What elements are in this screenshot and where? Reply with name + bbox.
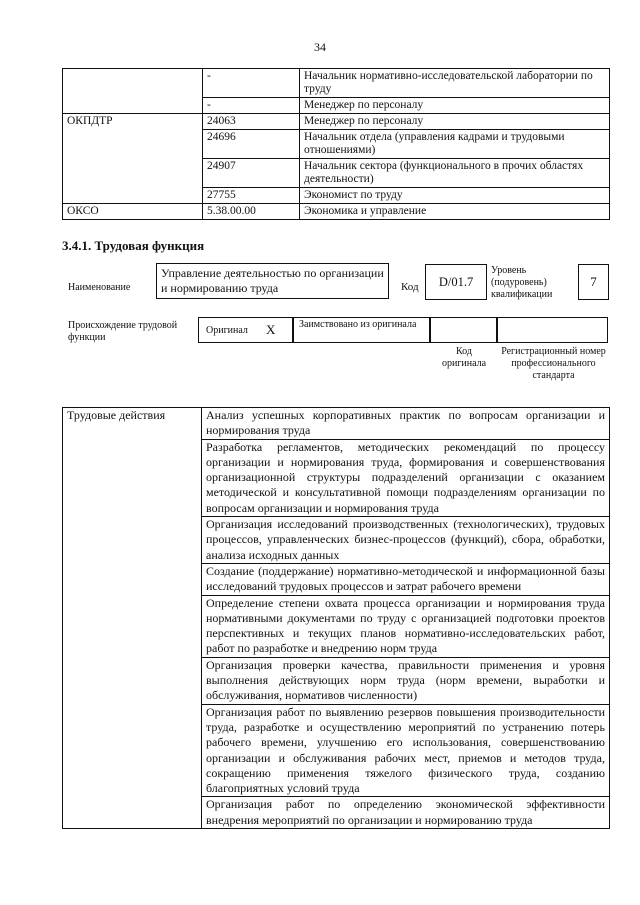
origin-divider (496, 317, 498, 343)
labor-actions-table (62, 407, 610, 829)
level-box (578, 264, 609, 300)
title-cell: Экономист по труду (300, 188, 610, 204)
code-label: Код (401, 281, 419, 293)
page-number: 34 (314, 40, 326, 54)
title-cell: Экономика и управление (300, 204, 610, 220)
code-value: D/01.7 (438, 274, 474, 289)
table-row (63, 204, 610, 220)
classifier-cell (63, 69, 203, 114)
table-row (63, 114, 610, 130)
borrowed-label: Заимствовано из оригинала (299, 319, 417, 330)
labor-action-item: Анализ успешных корпоративных практик по вопросам организации и нормирования труда (202, 408, 610, 440)
table-row (63, 69, 610, 98)
origin-divider (429, 317, 431, 343)
code-cell: - (203, 98, 300, 114)
section-title: 3.4.1. Трудовая функция (62, 238, 205, 253)
level-label: Уровень (подуровень) квалификации (491, 265, 553, 300)
labor-actions-label: Трудовые действия (63, 408, 202, 829)
code-cell: - (203, 69, 300, 98)
classifier-cell: ОКПДТР (63, 114, 203, 204)
reg-number-caption: Регистрационный номер профессионального стандарта (501, 346, 606, 381)
original-label: Оригинал (206, 325, 248, 336)
code-box (425, 264, 487, 300)
code-original-caption: Код оригинала (441, 346, 487, 369)
labor-action-item: Организация работ по выявлению резервов повышения производительности труда, разработке и осуществлению мероприятий по устранению потерь рабочего времени, улучшению его использования, совершенствованию организации и обслуживания рабочих мест, приемов и методов труда, сокращению применения тяжелого физического труда, созданию благоприятных условий труда (202, 704, 610, 797)
code-cell: 24063 (203, 114, 300, 130)
function-name-value: Управление деятельностью по организации и нормированию труда (161, 266, 384, 295)
title-cell: Менеджер по персоналу (300, 114, 610, 130)
code-cell: 27755 (203, 188, 300, 204)
original-mark: X (266, 322, 276, 337)
table-row (63, 408, 610, 440)
title-cell: Начальник нормативно-исследовательской лаборатории по труду (300, 69, 610, 98)
code-cell: 24907 (203, 159, 300, 188)
origin-label: Происхождение трудовой функции (68, 320, 178, 343)
labor-action-item: Организация исследований производственных (технологических), трудовых процессов, управленческих бизнес-процессов (функций), сбора, обработки, анализа исходных данных (202, 517, 610, 564)
labor-action-item: Создание (поддержание) нормативно-методической и информационной базы исследований трудовых процессов и затрат рабочего времени (202, 563, 610, 595)
title-cell: Начальник отдела (управления кадрами и трудовыми отношениями) (300, 130, 610, 159)
labor-action-item: Организация работ по определению экономической эффективности внедрения мероприятий по организации и нормированию труда (202, 797, 610, 829)
classifier-cell: ОКСО (63, 204, 203, 220)
name-label: Наименование (68, 282, 131, 293)
code-cell: 5.38.00.00 (203, 204, 300, 220)
classifier-table (62, 68, 610, 220)
origin-divider (292, 317, 294, 343)
title-cell: Начальник сектора (функционального в прочих областях деятельности) (300, 159, 610, 188)
level-value: 7 (590, 274, 597, 289)
labor-action-item: Разработка регламентов, методических рекомендаций по процессу организации и нормирования труда, формирования и совершенствования организационной структуры подразделений организации с оказанием методической и консультативной помощи подразделениям организации по вопросам организации и нормирования труда (202, 439, 610, 516)
labor-action-item: Организация проверки качества, правильности применения и уровня выполнения действующих норм труда (норм времени, выработки и обслуживания, нормативов численности) (202, 657, 610, 704)
labor-action-item: Определение степени охвата процесса организации и нормирования труда нормативными документами по труду с организацией подготовки проектов перспективных и текущих планов нормативно-исследовательских работ, работ по разработке и внедрению норм труда (202, 595, 610, 657)
function-name-box (156, 263, 389, 299)
code-cell: 24696 (203, 130, 300, 159)
title-cell: Менеджер по персоналу (300, 98, 610, 114)
